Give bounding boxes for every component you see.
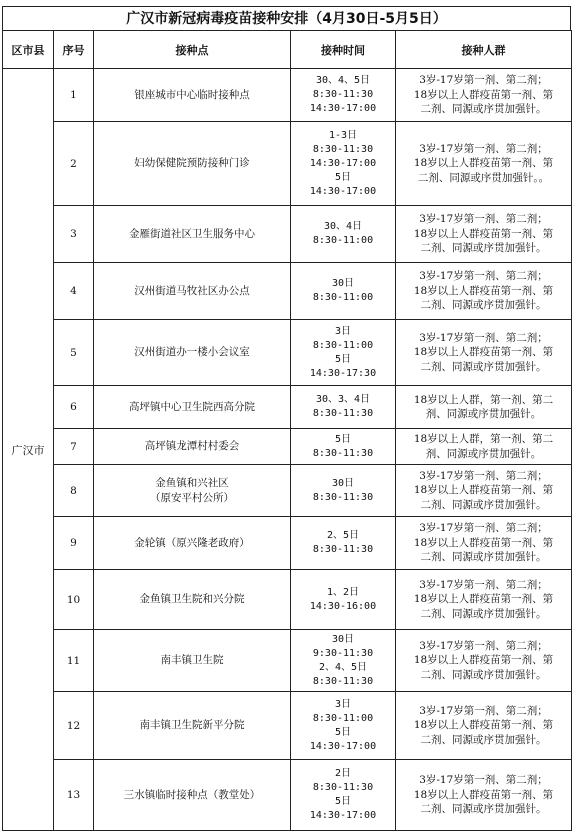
table-body [3, 69, 572, 831]
crowd-line: 二剂、同源或序贯加强针。 [420, 607, 547, 620]
time-line: 8:30-11:30 [312, 143, 374, 155]
site-line: （原安平村公所） [150, 491, 234, 504]
crowd-line: 18岁以上人群疫苗第一剂、第 [413, 536, 554, 549]
time-line: 14:30-17:00 [309, 810, 377, 821]
time-cell [291, 570, 396, 630]
crowd-line: 18岁以上人群疫苗第一剂、第 [413, 284, 554, 297]
time-line: 2日 [334, 768, 352, 779]
crowd-line: 剂、同源或序贯加强针。 [425, 408, 542, 420]
site-line: 金鱼镇卫生院和兴分院 [139, 593, 245, 605]
table-row [3, 630, 572, 692]
table-row [3, 465, 572, 517]
site-cell [94, 69, 291, 122]
crowd-line: 二剂、同源或序贯加强针。 [420, 299, 547, 312]
time-line: 30、4、5日 [315, 75, 371, 86]
crowd-line: 3岁-17岁第一剂、第二剂； [419, 639, 548, 652]
time-cell [291, 320, 396, 386]
table-row [3, 263, 572, 320]
crowd-cell [396, 570, 572, 630]
crowd-line: 3岁-17岁第一剂、第二剂； [419, 74, 548, 87]
time-line: 8:30-11:30 [312, 782, 374, 793]
site-line: 妇幼保健院预防接种门诊 [134, 157, 250, 169]
time-line: 30日 [331, 633, 355, 645]
site-cell [94, 517, 291, 570]
time-line: 14:30-17:00 [309, 103, 377, 114]
crowd-line: 18岁以上人群疫苗第一剂、第 [413, 654, 554, 667]
time-cell [291, 760, 396, 831]
row-index: 6 [54, 386, 94, 429]
time-line: 8:30-11:00 [312, 339, 374, 351]
row-index: 8 [54, 465, 94, 517]
site-cell [94, 570, 291, 630]
table-row [3, 206, 572, 263]
site-cell [94, 206, 291, 263]
time-line: 30日 [331, 278, 355, 289]
time-line: 8:30-11:00 [312, 292, 374, 303]
row-index: 2 [54, 122, 94, 206]
time-cell [291, 429, 396, 465]
crowd-line: 二剂、同源或序贯加强针。。 [417, 171, 550, 184]
site-line: 三水镇临时接种点（教堂处） [123, 788, 261, 801]
crowd-line: 二剂、同源或序贯加强针。 [420, 803, 547, 816]
crowd-cell [396, 760, 572, 831]
row-index: 9 [54, 517, 94, 570]
crowd-line: 18岁以上人群疫苗第一剂、第 [413, 88, 554, 101]
crowd-line: 二剂、同源或序贯加强针。 [420, 360, 547, 373]
time-cell [291, 386, 396, 429]
row-index: 13 [54, 760, 94, 831]
time-line: 8:30-11:00 [312, 712, 374, 724]
time-line: 1-3日 [328, 129, 358, 141]
time-line: 5日 [334, 433, 352, 445]
site-line: 银座城市中心临时接种点 [134, 88, 250, 101]
row-index: 3 [54, 206, 94, 263]
table-row [3, 320, 572, 386]
site-cell [94, 630, 291, 692]
table-row [3, 517, 572, 570]
time-cell [291, 122, 396, 206]
time-line: 5日 [334, 353, 352, 365]
row-index: 4 [54, 263, 94, 320]
crowd-line: 18岁以上人群疫苗第一剂、第 [413, 157, 554, 170]
time-line: 8:30-11:30 [312, 447, 374, 459]
table-row [3, 429, 572, 465]
site-line: 南丰镇卫生院新平分院 [139, 719, 245, 731]
crowd-line: 18岁以上人群疫苗第一剂、第 [413, 593, 554, 606]
crowd-line: 3岁-17岁第一剂、第二剂； [419, 578, 548, 591]
crowd-line: 18岁以上人群疫苗第一剂、第 [413, 719, 554, 732]
time-line: 14:30-17:00 [309, 157, 377, 169]
crowd-line: 3岁-17岁第一剂、第二剂； [419, 469, 548, 482]
header-crowd: 接种人群 [396, 31, 572, 69]
time-line: 30日 [331, 477, 355, 489]
site-line: 南丰镇卫生院 [160, 654, 224, 666]
site-line: 金雁街道社区卫生服务中心 [129, 227, 255, 240]
crowd-cell [396, 386, 572, 429]
table-row [3, 69, 572, 122]
time-line: 5日 [334, 796, 352, 807]
time-line: 14:30-17:00 [309, 185, 377, 197]
crowd-cell [396, 465, 572, 517]
time-cell [291, 69, 396, 122]
crowd-line: 3岁-17岁第一剂、第二剂； [419, 704, 548, 717]
site-line: 高坪镇中心卫生院西高分院 [129, 400, 255, 413]
table-row [3, 692, 572, 760]
crowd-line: 二剂、同源或序贯加强针。 [420, 733, 547, 746]
time-line: 3日 [334, 698, 352, 710]
crowd-line: 3岁-17岁第一剂、第二剂； [419, 270, 548, 283]
time-line: 1、2日 [326, 586, 360, 598]
time-line: 3日 [334, 325, 352, 337]
crowd-cell [396, 692, 572, 760]
crowd-line: 二剂、同源或序贯加强针。 [420, 668, 547, 681]
header-index: 序号 [54, 31, 94, 69]
row-index: 10 [54, 570, 94, 630]
time-cell [291, 692, 396, 760]
time-line: 2、4、5日 [318, 661, 368, 673]
time-line: 9:30-11:30 [312, 647, 374, 659]
row-index: 11 [54, 630, 94, 692]
crowd-line: 二剂、同源或序贯加强针。 [420, 103, 547, 116]
crowd-line: 二剂、同源或序贯加强针。 [420, 242, 547, 255]
time-line: 8:30-11:30 [312, 544, 374, 555]
time-line: 2、5日 [326, 530, 360, 541]
time-line: 30、3、4日 [315, 394, 371, 405]
time-line: 30、4日 [323, 221, 363, 232]
county-cell: 广汉市 [3, 69, 54, 831]
table-row [3, 760, 572, 831]
crowd-cell [396, 630, 572, 692]
crowd-line: 18岁以上人群，第一剂、第二 [413, 433, 554, 445]
crowd-line: 18岁以上人群疫苗第一剂、第 [413, 788, 554, 801]
time-line: 14:30-16:00 [309, 600, 377, 612]
time-cell [291, 206, 396, 263]
site-cell [94, 692, 291, 760]
time-cell [291, 517, 396, 570]
crowd-cell [396, 206, 572, 263]
header-time: 接种时间 [291, 31, 396, 69]
table-row [3, 570, 572, 630]
site-cell [94, 386, 291, 429]
site-cell [94, 760, 291, 831]
site-line: 金鱼镇和兴社区 [155, 476, 229, 489]
time-line: 14:30-17:00 [309, 740, 377, 752]
site-line: 汉州街道办一楼小会议室 [134, 346, 250, 358]
schedule-table [2, 30, 572, 831]
crowd-line: 二剂、同源或序贯加强针。 [420, 498, 547, 511]
time-line: 5日 [334, 171, 352, 183]
time-line: 8:30-11:30 [312, 89, 374, 100]
time-cell [291, 465, 396, 517]
crowd-line: 18岁以上人群疫苗第一剂、第 [413, 346, 554, 359]
crowd-cell [396, 69, 572, 122]
crowd-line: 18岁以上人群，第一剂、第二 [413, 393, 554, 406]
crowd-line: 18岁以上人群疫苗第一剂、第 [413, 484, 554, 497]
time-line: 14:30-17:30 [309, 367, 377, 379]
crowd-cell [396, 122, 572, 206]
site-cell [94, 122, 291, 206]
site-line: 金轮镇（原兴隆老政府） [134, 536, 250, 549]
site-cell [94, 320, 291, 386]
crowd-line: 3岁-17岁第一剂、第二剂； [419, 774, 548, 787]
site-cell [94, 429, 291, 465]
row-index: 7 [54, 429, 94, 465]
crowd-line: 3岁-17岁第一剂、第二剂； [419, 522, 548, 535]
crowd-line: 二剂、同源或序贯加强针。 [420, 551, 547, 564]
time-cell [291, 630, 396, 692]
site-cell [94, 465, 291, 517]
time-line: 8:30-11:00 [312, 235, 374, 246]
crowd-line: 3岁-17岁第一剂、第二剂； [419, 331, 548, 344]
crowd-cell [396, 320, 572, 386]
crowd-cell [396, 429, 572, 465]
site-cell [94, 263, 291, 320]
header-county: 区市县 [3, 31, 54, 69]
row-index: 5 [54, 320, 94, 386]
table-header-row [3, 31, 572, 69]
time-line: 8:30-11:30 [312, 408, 374, 419]
crowd-line: 3岁-17岁第一剂、第二剂； [419, 142, 548, 155]
crowd-cell [396, 517, 572, 570]
site-line: 汉州街道马牧社区办公点 [134, 284, 250, 297]
row-index: 12 [54, 692, 94, 760]
header-site: 接种点 [94, 31, 291, 69]
site-line: 高坪镇龙潭村村委会 [144, 440, 240, 452]
table-row [3, 122, 572, 206]
table-row [3, 386, 572, 429]
time-line: 8:30-11:30 [312, 491, 374, 503]
time-cell [291, 263, 396, 320]
time-line: 8:30-11:30 [312, 675, 374, 687]
crowd-line: 18岁以上人群疫苗第一剂、第 [413, 227, 554, 240]
row-index: 1 [54, 69, 94, 122]
crowd-line: 3岁-17岁第一剂、第二剂； [419, 213, 548, 226]
crowd-line: 剂、同源或序贯加强针。 [425, 447, 542, 460]
page-title: 广汉市新冠病毒疫苗接种安排（4月30日-5月5日） [2, 6, 571, 30]
crowd-cell [396, 263, 572, 320]
time-line: 5日 [334, 726, 352, 738]
